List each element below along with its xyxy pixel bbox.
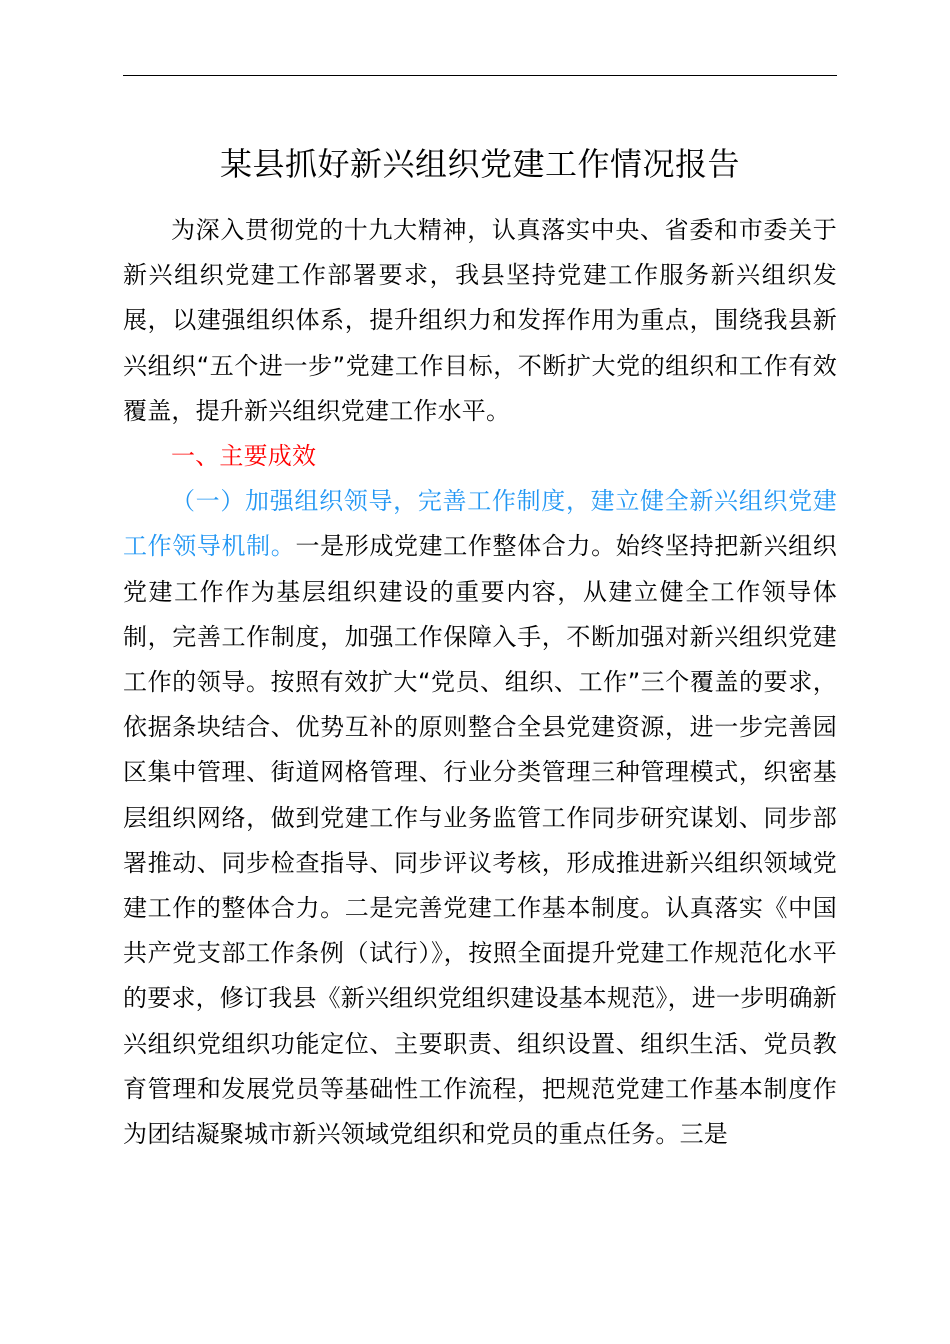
intro-paragraph: 为深入贯彻党的十九大精神，认真落实中央、省委和市委关于新兴组织党建工作部署要求，我县坚持党建工作服务新兴组织发展，以建强组织体系，提升组织力和发挥作用为重点，围绕我县新兴组织“五个进一步”党建工作目标，不断扩大党的组织和工作有效覆盖，提升新兴组织党建工作水平。	[123, 216, 837, 425]
section-heading: 一、主要成效	[171, 442, 317, 471]
document-title: 某县抓好新兴组织党建工作情况报告	[219, 145, 740, 183]
subsection-lead: （一）加强组织领导，完善工作制度，建立健全新兴组织党建工作领导机制。	[123, 487, 837, 561]
subsection-paragraph	[123, 479, 837, 1157]
header-rule	[123, 75, 837, 76]
subsection-body: 一是形成党建工作整体合力。始终坚持把新兴组织党建工作作为基层组织建设的重要内容，从建立健全工作领导体制，完善工作制度，加强工作保障入手，不断加强对新兴组织党建工作的领导。按照有效扩大“党员、组织、工作”三个覆盖的要求，依据条块结合、优势互补的原则整合全县党建资源，进一步完善园区集中管理、街道网格管理、行业分类管理三种管理模式，织密基层组织网络，做到党建工作与业务监管工作同步研究谋划、同步部署推动、同步检查指导、同步评议考核，形成推进新兴组织领域党建工作的整体合力。二是完善党建工作基本制度。认真落实《中国共产党支部工作条例（试行）》，按照全面提升党建工作规范化水平的要求，修订我县《新兴组织党组织建设基本规范》，进一步明确新兴组织党组织功能定位、主要职责、组织设置、组织生活、党员教育管理和发展党员等基础性工作流程，把规范党建工作基本制度作为团结凝聚城市新兴领域党组织和党员的重点任务。三是	[123, 532, 837, 1149]
document-body	[123, 208, 837, 1157]
